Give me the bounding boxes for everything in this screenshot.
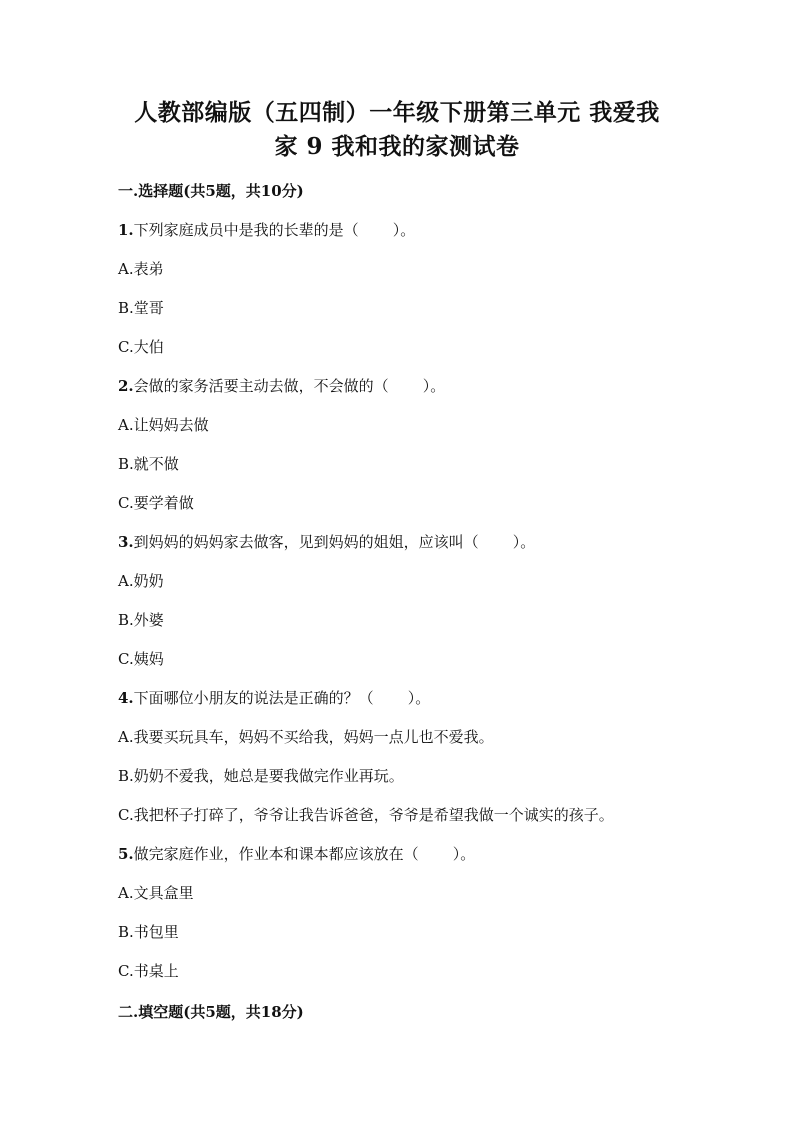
question-3 bbox=[118, 531, 676, 670]
option-b: B.外婆 bbox=[118, 611, 164, 629]
question-number: 3. bbox=[118, 533, 134, 551]
question-text: 到妈妈的妈妈家去做客，见到妈妈的姐姐，应该叫（ bbox=[133, 533, 479, 551]
question-4 bbox=[118, 687, 676, 826]
question-number: 1. bbox=[118, 221, 134, 239]
question-text-end: ）。 bbox=[512, 533, 536, 551]
question-2 bbox=[118, 375, 676, 514]
question-text-end: ）。 bbox=[452, 845, 476, 863]
option-b: B.堂哥 bbox=[118, 299, 164, 317]
title-line-2: 家 9 我和我的家测试卷 bbox=[274, 133, 520, 160]
question-stem bbox=[118, 375, 676, 397]
question-text-end: ）。 bbox=[407, 689, 431, 707]
option-b: B.奶奶不爱我，她总是要我做完作业再玩。 bbox=[118, 767, 404, 785]
option-c: C.大伯 bbox=[118, 338, 164, 356]
question-stem bbox=[118, 687, 676, 709]
question-text: 下面哪位小朋友的说法是正确的？（ bbox=[133, 689, 374, 707]
question-text: 做完家庭作业，作业本和课本都应该放在（ bbox=[133, 845, 419, 863]
option-a: A.我要买玩具车，妈妈不买给我，妈妈一点儿也不爱我。 bbox=[118, 728, 494, 746]
question-number: 4. bbox=[118, 689, 134, 707]
option-b: B.书包里 bbox=[118, 923, 179, 941]
question-5 bbox=[118, 843, 676, 982]
option-a: A.奶奶 bbox=[118, 572, 164, 590]
question-number: 2. bbox=[118, 377, 134, 395]
document-title bbox=[118, 96, 676, 164]
question-stem bbox=[118, 843, 676, 865]
option-c: C.姨妈 bbox=[118, 650, 164, 668]
option-c: C.书桌上 bbox=[118, 962, 179, 980]
question-stem bbox=[118, 531, 676, 553]
question-text: 会做的家务活要主动去做，不会做的（ bbox=[133, 377, 389, 395]
question-1 bbox=[118, 219, 676, 358]
option-c: C.要学着做 bbox=[118, 494, 194, 512]
option-b: B.就不做 bbox=[118, 455, 179, 473]
option-a: A.表弟 bbox=[118, 260, 164, 278]
question-text: 下列家庭成员中是我的长辈的是（ bbox=[133, 221, 359, 239]
question-number: 5. bbox=[118, 845, 134, 863]
section-2-heading: 二.填空题(共5题，共18分) bbox=[118, 1003, 304, 1021]
question-text-end: ）。 bbox=[422, 377, 446, 395]
title-line-1: 人教部编版（五四制）一年级下册第三单元 我爱我 bbox=[134, 99, 660, 126]
question-stem bbox=[118, 219, 676, 241]
option-a: A.文具盒里 bbox=[118, 884, 194, 902]
section-1-heading: 一.选择题(共5题，共10分) bbox=[118, 182, 304, 200]
option-c: C.我把杯子打碎了，爷爷让我告诉爸爸，爷爷是希望我做一个诚实的孩子。 bbox=[118, 806, 614, 824]
option-a: A.让妈妈去做 bbox=[118, 416, 209, 434]
question-text-end: ）。 bbox=[392, 221, 416, 239]
